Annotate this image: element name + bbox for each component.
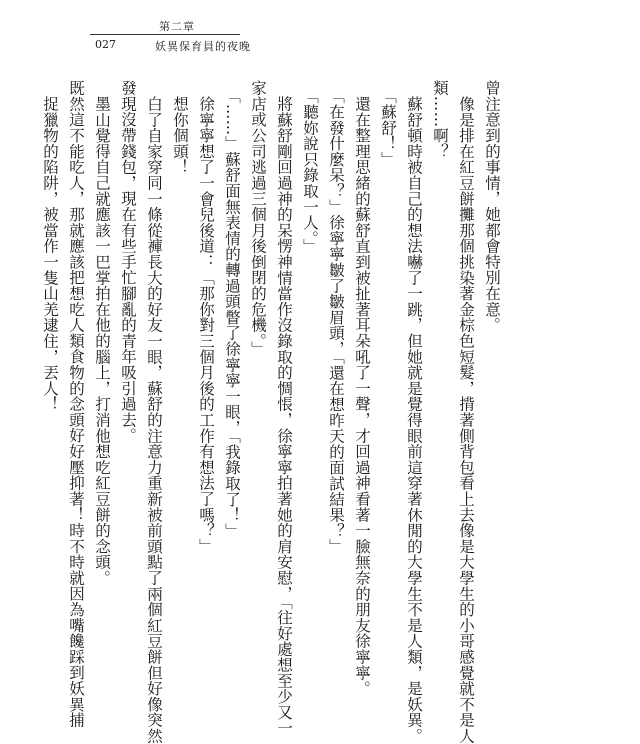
- text-line: 蘇舒頓時被自己的想法嚇了一跳，但她就是覺得眼前這穿著休閒的大學生不是人類，是妖異。: [405, 95, 423, 744]
- text-line: 「在發什麼呆？」徐寧寧皺了皺眉頭，「還在想昨天的面試結果？」: [327, 95, 345, 555]
- text-line: 想你個頭！: [171, 95, 189, 175]
- chapter-header: 第二章: [159, 20, 195, 33]
- page-number: 027: [95, 38, 116, 51]
- text-line: 家店或公司逃過三個月後倒閉的危機。」: [249, 80, 267, 357]
- text-line: 徐寧寧想了一會兒後道：「那你對三個月後的工作有想法了嗎？」: [197, 95, 215, 555]
- text-line: 「蘇舒！」: [379, 95, 397, 168]
- text-line: 捉獵物的陷阱，被當作一隻山羌逮住，丟人！: [41, 95, 59, 412]
- body-text: [41, 80, 505, 744]
- text-line: 既然這不能吃人，那就應該把想吃人類食物的念頭好好壓抑著！時不時就因為嘴饞踩到妖異捕: [67, 80, 85, 728]
- text-line: 白了自家穿同一條從褲長大的好友一眼，蘇舒的注意力重新被前頭點了兩個紅豆餅但好像突然: [145, 95, 163, 744]
- text-line: 「聽妳說只錄取一人。」: [301, 95, 319, 255]
- text-line: 「……」蘇舒面無表情的轉過頭瞥了徐寧寧一眼，「我錄取了！」: [223, 95, 241, 539]
- text-line: 曾注意到的事情，她都會特別在意。: [483, 80, 501, 333]
- text-line: 將蘇舒剛回過神的呆愣神情當作沒錄取的惆悵，徐寧寧拍著她的肩安慰，「往好處想至少又一: [275, 95, 293, 736]
- text-line: [11, 80, 37, 580]
- text-line: 還在整理思緒的蘇舒直到被扯著耳朵吼了一聲，才回過神看著一臉無奈的朋友徐寧寧。: [353, 95, 371, 697]
- header-rule: [90, 34, 240, 35]
- text-line: 像是排在紅豆餅攤那個挑染著金棕色短髮，揹著側背包看上去像是大學生的小哥感覺就不是人: [457, 95, 475, 744]
- text-line: 類……啊？: [431, 80, 449, 159]
- section-title: 妖異保育員的夜晚: [155, 40, 251, 53]
- text-line: 墨山覺得自己就應該一巴掌拍在他的腦上，打消他想吃紅豆餅的念頭。: [93, 95, 111, 586]
- text-line: 發現沒帶錢包，現在有些手忙腳亂的青年吸引過去。: [119, 80, 137, 444]
